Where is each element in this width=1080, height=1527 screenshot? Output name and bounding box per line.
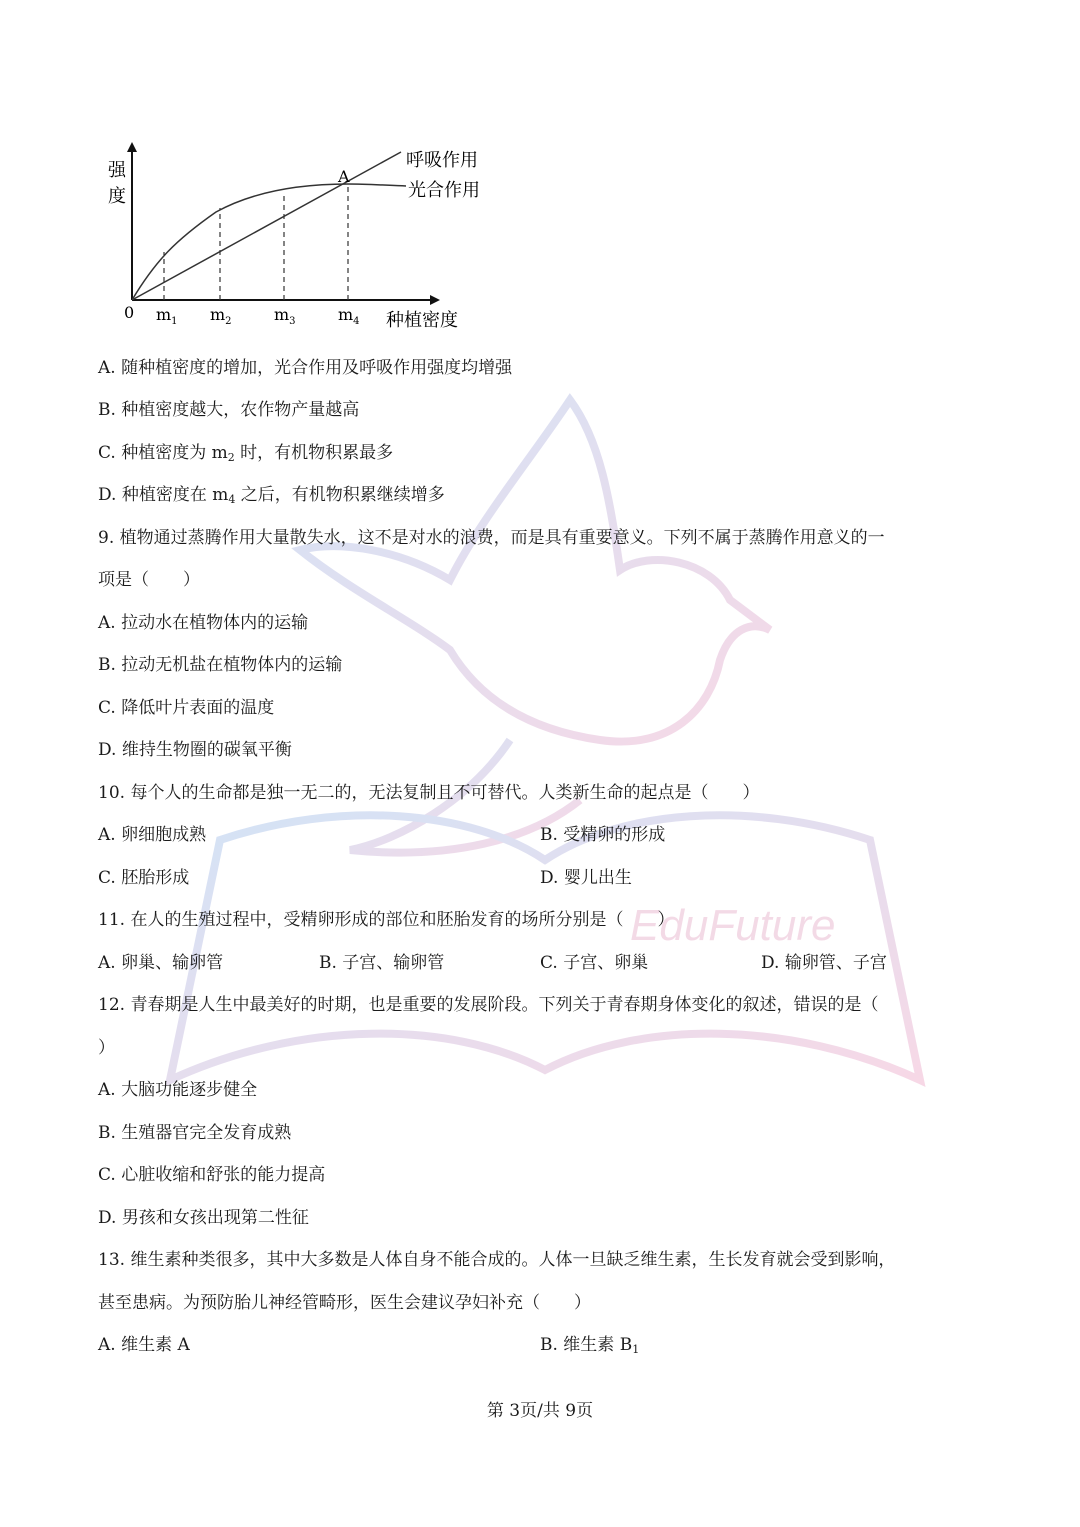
photosynthesis-label: 光合作用 [408,180,480,201]
q12-option-c: C. 心脏收缩和舒张的能力提高 [98,1165,326,1185]
q8-option-a: A. 随种植密度的增加，光合作用及呼吸作用强度均增强 [98,358,513,378]
q13-option-a: A. 维生素 A [98,1335,190,1355]
q12-stem-line1: 12. 青春期是人生中最美好的时期，也是重要的发展阶段。下列关于青春期身体变化的叙述，错误的是（ [98,995,879,1015]
q11-option-c: C. 子宫、卵巢 [540,953,649,973]
point-a-label: A [338,167,350,186]
q11-option-d: D. 输卵管、子宫 [761,953,887,973]
tick-m1: $m_1$ [156,305,178,327]
q11-stem: 11. 在人的生殖过程中，受精卵形成的部位和胚胎发育的场所分别是（ ） [98,910,675,930]
y-label-2: 度 [108,186,126,207]
page-footer: 第 3页/共 9页 [486,1401,594,1421]
tick-m4: $m_4$ [338,305,360,327]
y-label-1: 强 [108,160,126,181]
q12-option-b: B. 生殖器官完全发育成熟 [98,1123,292,1143]
q13-stem-line1: 13. 维生素种类很多，其中大多数是人体自身不能合成的。人体一旦缺乏维生素，生长发育就会受到影响， [98,1250,896,1270]
q11-option-a: A. 卵巢、输卵管 [98,953,224,973]
q9-option-c: C. 降低叶片表面的温度 [98,698,275,718]
q13-option-b: B. 维生素 $B_1$ [540,1335,640,1356]
q9-option-a: A. 拉动水在植物体内的运输 [98,613,309,633]
respiration-label: 呼吸作用 [406,150,478,171]
q8-option-d: D. 种植密度在 $m_4$ 之后，有机物积累继续增多 [98,485,445,506]
q9-option-b: B. 拉动无机盐在植物体内的运输 [98,655,343,675]
q10-stem: 10. 每个人的生命都是独一无二的，无法复制且不可替代。人类新生命的起点是（ ） [98,783,760,803]
q8-option-c: C. 种植密度为 $m_2$ 时，有机物积累最多 [98,443,394,464]
q9-option-d: D. 维持生物圈的碳氧平衡 [98,740,292,760]
x-axis-arrow [430,295,440,305]
q10-option-b: B. 受精卵的形成 [540,825,666,845]
q12-option-d: D. 男孩和女孩出现第二性征 [98,1208,309,1228]
q8-option-b: B. 种植密度越大，农作物产量越高 [98,400,360,420]
q12-stem-line2: ） [98,1038,115,1058]
q10-option-a: A. 卵细胞成熟 [98,825,207,845]
q9-stem-line1: 9. 植物通过蒸腾作用大量散失水，这不是对水的浪费，而是具有重要意义。下列不属于蒸腾作用意义的一 [98,528,885,548]
origin-label: 0 [124,303,135,322]
tick-m3: $m_3$ [274,305,296,327]
x-axis-label: 种植密度 [386,310,458,331]
tick-m2: $m_2$ [210,305,232,327]
q13-stem-line2: 甚至患病。为预防胎儿神经管畸形，医生会建议孕妇补充（ ） [98,1293,591,1313]
watermark-text: EduFuture [630,901,836,950]
photosynthesis-curve [132,184,406,300]
respiration-line [132,152,401,300]
q10-option-d: D. 婴儿出生 [540,868,632,888]
q10-option-c: C. 胚胎形成 [98,868,190,888]
density-intensity-figure [96,140,496,340]
q9-stem-line2: 项是（ ） [98,570,200,590]
q12-option-a: A. 大脑功能逐步健全 [98,1080,258,1100]
y-axis-arrow [127,142,137,152]
q11-option-b: B. 子宫、输卵管 [319,953,445,973]
